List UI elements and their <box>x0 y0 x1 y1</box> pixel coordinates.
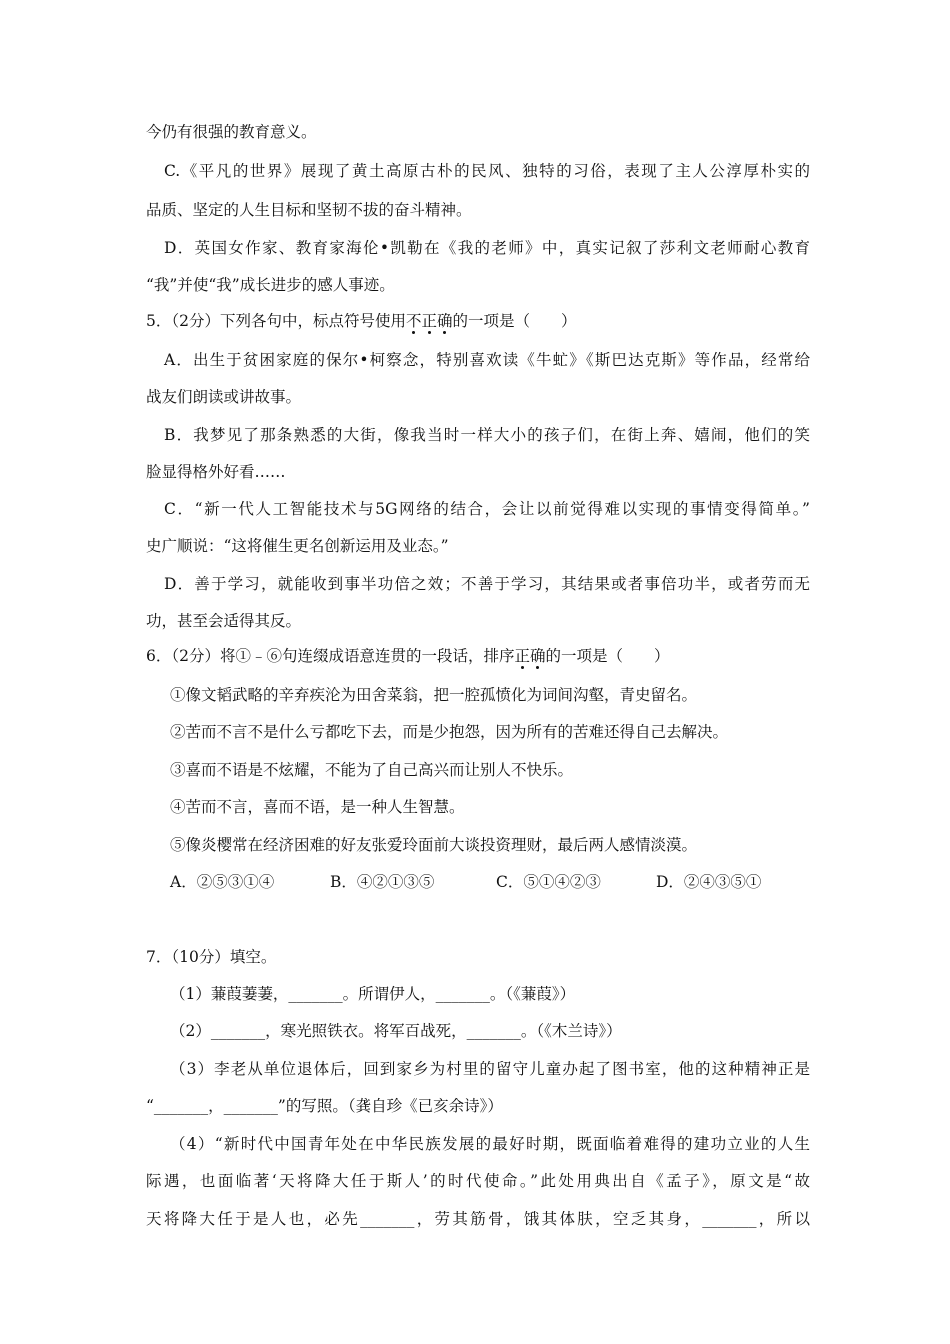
text-line: 今仍有很强的教育意义。 <box>146 123 317 141</box>
option-line: C.《平凡的世界》展现了黄土高原古朴的民风、独特的习俗，表现了主人公淳厚朴实的 <box>164 162 810 180</box>
text-line: 品质、坚定的人生目标和坚韧不拔的奋斗精神。 <box>146 201 472 219</box>
sentence-line: ④苦而不言，喜而不语，是一种人生智慧。 <box>170 798 465 816</box>
fill-line: “_______，_______”的写照。（龚自珍《已亥余诗》） <box>146 1097 503 1115</box>
option-b: B．④②①③⑤ <box>330 873 435 891</box>
option-d: D．②④③⑤① <box>656 873 762 891</box>
text-line: 史广顺说：“这将催生更名创新运用及业态。” <box>146 537 449 555</box>
sentence-line: ①像文韬武略的辛弃疾沦为田舍菜翁，把一腔孤愤化为词间沟壑，青史留名。 <box>170 686 698 704</box>
fill-line: 天将降大任于是人也，必先_______，劳其筋骨，饿其体肤，空乏其身，_______，所以 <box>146 1210 810 1228</box>
text-line: 功，甚至会适得其反。 <box>146 612 302 630</box>
answer-options <box>170 871 810 893</box>
emphasis-char: 确 <box>437 312 453 330</box>
sentence-line: ⑤像炎樱常在经济困难的好友张爱玲面前大谈投资理财，最后两人感情淡漠。 <box>170 836 698 854</box>
fill-line: 际遇，也面临著‘天将降大任于斯人’的时代使命。”此处用典出自《孟子》，原文是“故 <box>146 1172 810 1190</box>
option-line: A．出生于贫困家庭的保尔•柯察念，特别喜欢读《牛虻》《斯巴达克斯》等作品，经常给 <box>164 351 810 369</box>
fill-line: （1）蒹葭萋萋，_______。所谓伊人，_______。（《蒹葭》） <box>170 985 576 1003</box>
option-c: C．⑤①④②③ <box>496 873 601 891</box>
fill-line: （4）“新时代中国青年处在中华民族发展的最好时期，既面临着难得的建功立业的人生 <box>170 1135 810 1153</box>
sentence-line: ②苦而不言不是什么亏都吃下去，而是少抱怨，因为所有的苦难还得自己去解决。 <box>170 723 729 741</box>
fill-line: （3）李老从单位退体后，回到家乡为村里的留守儿童办起了图书室，他的这种精神正是 <box>170 1060 810 1078</box>
emphasis-char: 正 <box>514 647 530 665</box>
option-a: A．②⑤③①④ <box>170 873 275 891</box>
question-5-title: 5．（2分）下列各句中，标点符号使用不正确的一项是（ ） <box>146 312 577 330</box>
emphasis-char: 不 <box>405 312 422 330</box>
option-line: B．我梦见了那条熟悉的大街，像我当时一样大小的孩子们，在街上奔、嬉闹，他们的笑 <box>164 426 810 444</box>
emphasis-char: 正 <box>421 312 438 330</box>
text-line: 脸显得格外好看…… <box>146 463 286 481</box>
option-line: C．“新一代人工智能技术与5G网络的结合，会让以前觉得难以实现的事情变得简单。” <box>164 500 810 518</box>
question-7-title: 7．（10分）填空。 <box>146 948 277 966</box>
question-6-title: 6．（2分）将①﹣⑥句连缀成语意连贯的一段话，排序正确的一项是（ ） <box>146 647 670 665</box>
option-line: D．英国女作家、教育家海伦•凯勒在《我的老师》中，真实记叙了莎利文老师耐心教育 <box>164 239 810 257</box>
option-line: D．善于学习，就能收到事半功倍之效；不善于学习，其结果或者事倍功半，或者劳而无 <box>164 575 810 593</box>
sentence-line: ③喜而不语是不炫耀，不能为了自己高兴而让别人不快乐。 <box>170 761 574 779</box>
fill-line: （2）_______，寒光照铁衣。将军百战死，_______。（《木兰诗》） <box>170 1022 622 1040</box>
text-line: “我”并使“我”成长进步的感人事迹。 <box>146 276 395 294</box>
text-line: 战友们朗读或讲故事。 <box>146 388 302 406</box>
emphasis-char: 确 <box>530 647 546 665</box>
